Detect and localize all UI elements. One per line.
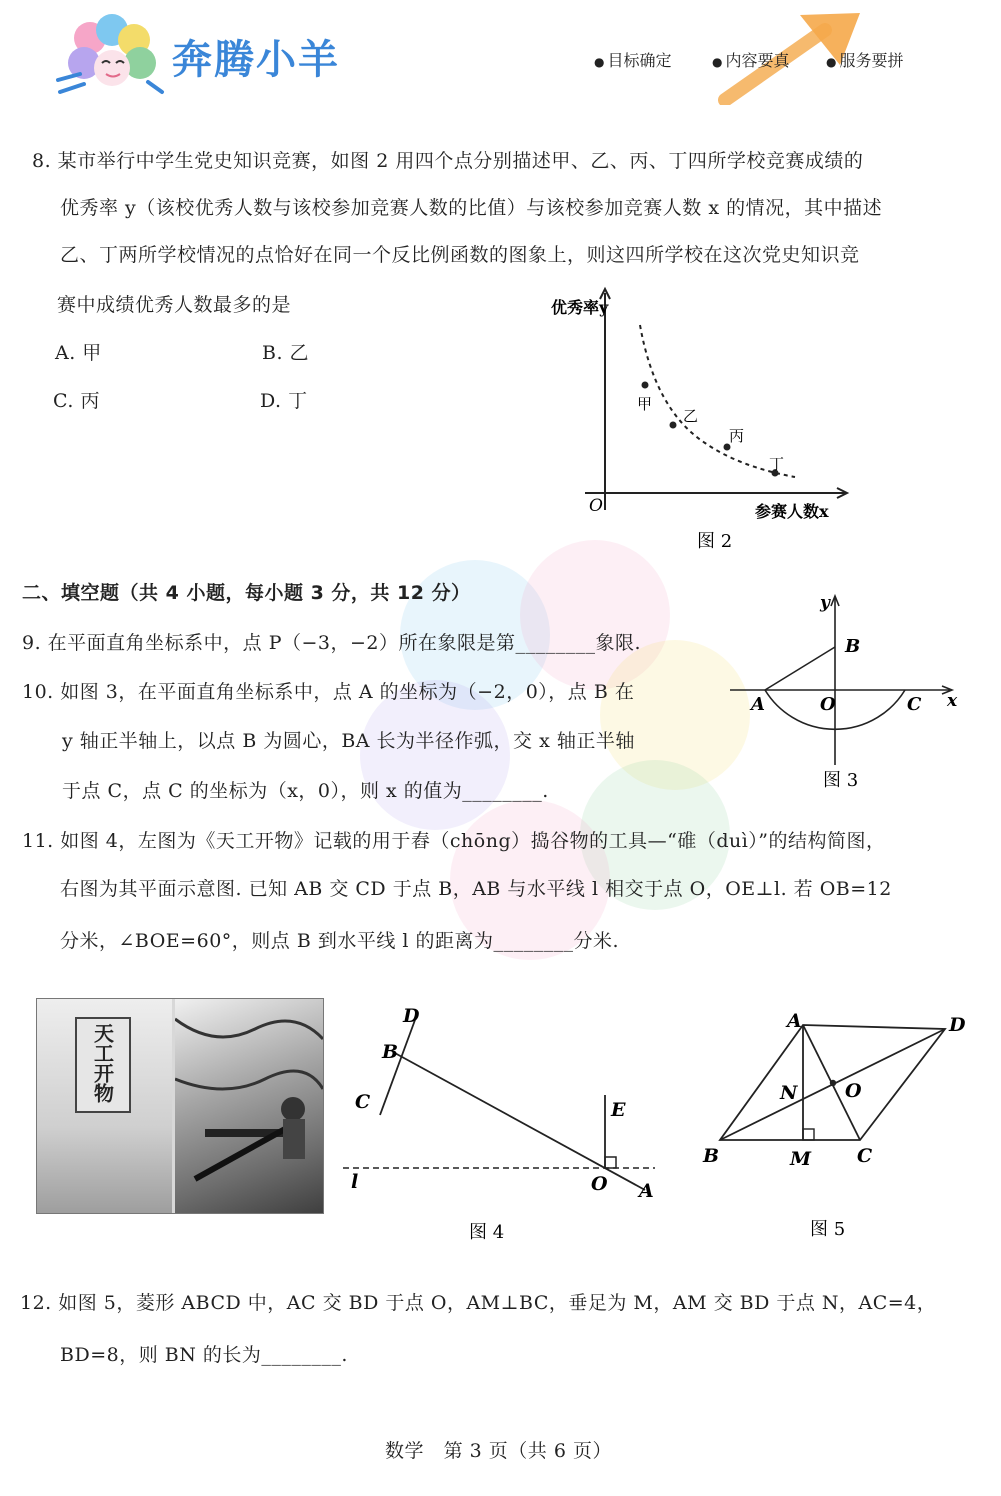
q8-line: 8. 某市举行中学生党史知识竞赛，如图 2 用四个点分别描述甲、乙、丙、丁四所学校竞赛成绩的 [32, 150, 864, 172]
q8-line: 优秀率 y（该校优秀人数与该校参加竞赛人数的比值）与该校参加竞赛人数 x 的情况，其中描述 [60, 197, 883, 219]
point-yi-label: 乙 [683, 407, 699, 425]
fig2-origin: O [589, 496, 603, 516]
fig5-caption: 图 5 [810, 1219, 846, 1240]
brand-logo-icon [50, 8, 170, 103]
fig4-D: D [403, 1005, 420, 1027]
point-jia [642, 382, 649, 389]
fig5-M: M [790, 1148, 812, 1170]
q12-line: BD=8，则 BN 的长为________. [60, 1344, 348, 1366]
page-footer: 数学 第 3 页（共 6 页） [385, 1440, 612, 1462]
q8-option-d: D. 丁 [260, 390, 308, 412]
book-title: 天工开物 [90, 1023, 115, 1103]
fig4-B: B [382, 1041, 399, 1063]
fig2-caption: 图 2 [697, 531, 733, 552]
fig3-A: A [751, 694, 765, 715]
q8-line: 乙、丁两所学校情况的点恰好在同一个反比例函数的图象上，则这四所学校在这次党史知识竞 [60, 244, 860, 266]
q8-option-c: C. 丙 [53, 390, 100, 412]
figure-5 [695, 1005, 985, 1245]
q8-option-a: A. 甲 [55, 342, 102, 364]
fig5-B: B [703, 1145, 720, 1167]
fig3-B: B [845, 636, 861, 657]
figure-3 [725, 590, 965, 800]
brand-name: 奔腾小羊 [172, 37, 340, 83]
q10-line: 于点 C，点 C 的坐标为（x，0），则 x 的值为________. [62, 780, 549, 802]
q11-line: 右图为其平面示意图. 已知 AB 交 CD 于点 B，AB 与水平线 l 相交于点 O，OE⊥l. 若 OB=12 [60, 878, 892, 900]
q8-option-b: B. 乙 [262, 342, 310, 364]
q12-line: 12. 如图 5，菱形 ABCD 中，AC 交 BD 于点 O，AM⊥BC，垂足为 M，AM 交 BD 于点 N，AC=4， [20, 1292, 937, 1314]
figure-2 [545, 285, 865, 555]
q10-line: 10. 如图 3，在平面直角坐标系中，点 A 的坐标为（−2，0），点 B 在 [22, 681, 635, 703]
fig4-caption: 图 4 [469, 1222, 505, 1243]
point-yi [670, 422, 677, 429]
figure-4 [335, 1000, 675, 1250]
fig4-O: O [591, 1173, 608, 1195]
q11-line: 11. 如图 4，左图为《天工开物》记载的用于舂（chōng）捣谷物的工具—“碓（duì）”的结构简图， [22, 830, 886, 852]
header-tag: ● 内容要真 [712, 48, 790, 71]
point-ding-label: 丁 [769, 455, 785, 473]
fig3-x: x [947, 691, 958, 711]
header-tag: ● 服务要拼 [826, 48, 904, 71]
fig2-ylabel: 优秀率y [551, 298, 609, 317]
tiangong-kaiwu-illustration [36, 998, 324, 1214]
fig5-D: D [949, 1014, 966, 1036]
fig3-caption: 图 3 [823, 770, 859, 791]
fig4-A: A [639, 1180, 654, 1202]
fig5-A: A [787, 1010, 802, 1032]
fig3-y: y [820, 593, 830, 613]
fig4-C: C [355, 1091, 371, 1113]
book-title-box [75, 1017, 131, 1113]
fig5-C: C [857, 1145, 873, 1167]
fig2-xlabel: 参赛人数x [755, 502, 829, 521]
q10-line: y 轴正半轴上，以点 B 为圆心，BA 长为半径作弧，交 x 轴正半轴 [62, 730, 635, 752]
fig4-E: E [611, 1099, 626, 1121]
q8-line: 赛中成绩优秀人数最多的是 [57, 294, 292, 316]
fig5-N: N [780, 1082, 798, 1104]
q11-line: 分米，∠BOE=60°，则点 B 到水平线 l 的距离为________分米. [60, 930, 620, 952]
fig4-l: l [351, 1171, 359, 1193]
point-jia-label: 甲 [637, 395, 653, 413]
point-bing-label: 丙 [729, 427, 745, 445]
fig5-O: O [845, 1080, 862, 1102]
section-title: 二、填空题（共 4 小题，每小题 3 分，共 12 分） [22, 582, 471, 604]
header-tag: ● 目标确定 [594, 48, 672, 71]
fig3-C: C [907, 694, 922, 715]
fig3-O: O [820, 694, 836, 715]
q9-text: 9. 在平面直角坐标系中，点 P（−3，−2）所在象限是第________象限. [22, 632, 642, 654]
